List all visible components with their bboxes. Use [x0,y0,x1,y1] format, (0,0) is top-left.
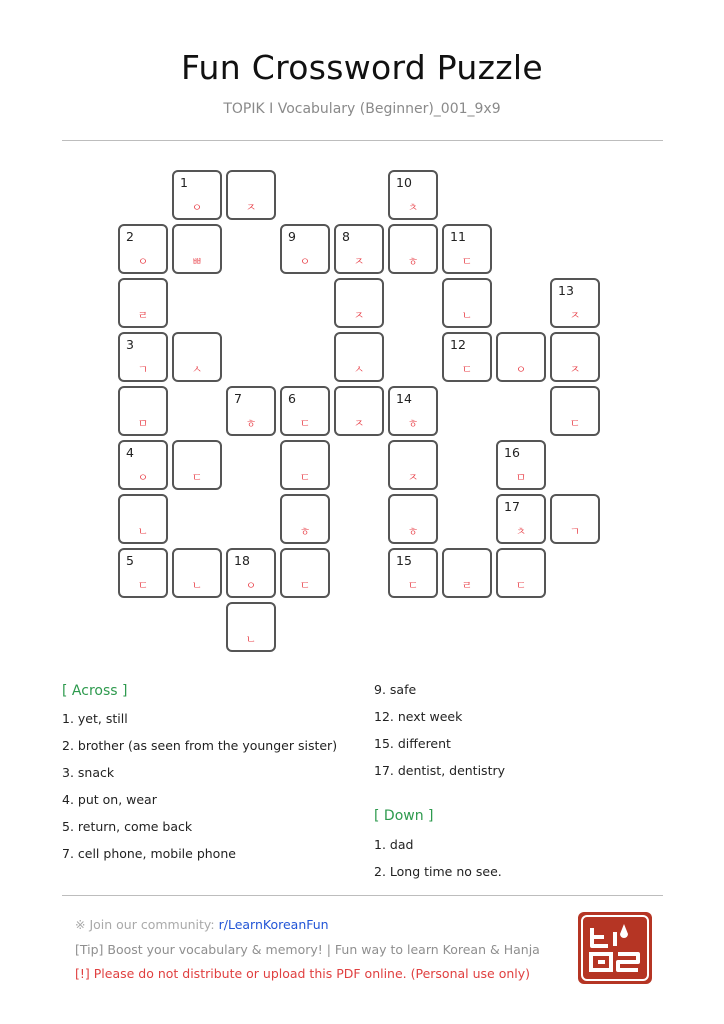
cell-hint: ㅅ [353,363,365,376]
warning-line: [!] Please do not distribute or upload this PDF online. (Personal use only) [75,966,531,981]
cell-hint: ㅈ [245,201,257,214]
crossword-grid [118,170,606,658]
cell-number: 15 [396,553,412,568]
crossword-cell[interactable] [550,332,600,382]
crossword-cell[interactable] [334,278,384,328]
page-subtitle: TOPIK I Vocabulary (Beginner)_001_9x9 [223,101,501,117]
crossword-cell[interactable] [280,494,330,544]
crossword-cell[interactable] [496,548,546,598]
cell-hint: ㅇ [191,201,203,214]
across-clue: 3. snack [62,765,115,780]
cell-hint: ㅎ [299,525,311,538]
down-clue: 2. Long time no see. [374,864,502,879]
cell-hint: ㄴ [245,633,257,646]
crossword-cell[interactable] [388,170,438,220]
cell-hint: ㅎ [407,417,419,430]
crossword-cell[interactable] [226,548,276,598]
cell-hint: ㄹ [137,309,149,322]
cell-number: 16 [504,445,520,460]
crossword-cell[interactable] [118,278,168,328]
across-clue: 12. next week [374,709,463,724]
crossword-cell[interactable] [280,548,330,598]
cell-number: 1 [180,175,188,190]
crossword-cell[interactable] [172,332,222,382]
cell-hint: ㄷ [461,363,473,376]
cell-hint: ㅃ [191,255,203,268]
cell-hint: ㅊ [515,525,527,538]
cell-hint: ㅈ [569,309,581,322]
cell-hint: ㅇ [137,255,149,268]
cell-hint: ㅇ [137,471,149,484]
cell-hint: ㅈ [569,363,581,376]
tip-line: [Tip] Boost your vocabulary & memory! | Fun way to learn Korean & Hanja [75,942,540,957]
cell-number: 3 [126,337,134,352]
community-link[interactable]: r/LearnKoreanFun [218,917,329,932]
cell-number: 12 [450,337,466,352]
crossword-cell[interactable] [226,386,276,436]
cell-hint: ㅅ [191,363,203,376]
crossword-cell[interactable] [442,548,492,598]
crossword-cell[interactable] [118,224,168,274]
cell-hint: ㄷ [137,579,149,592]
cell-hint: ㅇ [245,579,257,592]
cell-number: 2 [126,229,134,244]
crossword-cell[interactable] [334,332,384,382]
community-line [75,917,329,932]
crossword-cell[interactable] [172,440,222,490]
down-clue: 1. dad [374,837,414,852]
cell-number: 11 [450,229,466,244]
down-heading: [ Down ] [374,808,434,824]
across-clue: 15. different [374,736,451,751]
cell-number: 6 [288,391,296,406]
cell-number: 9 [288,229,296,244]
crossword-cell[interactable] [118,548,168,598]
crossword-cell[interactable] [442,278,492,328]
across-clue: 7. cell phone, mobile phone [62,846,236,861]
crossword-cell[interactable] [280,386,330,436]
cell-hint: ㅁ [515,471,527,484]
crossword-cell[interactable] [118,332,168,382]
page-title: Fun Crossword Puzzle [181,48,543,87]
crossword-cell[interactable] [118,440,168,490]
cell-number: 4 [126,445,134,460]
crossword-cell[interactable] [442,332,492,382]
cell-number: 13 [558,283,574,298]
across-clue: 5. return, come back [62,819,193,834]
cell-hint: ㄷ [299,579,311,592]
crossword-cell[interactable] [442,224,492,274]
crossword-cell[interactable] [388,386,438,436]
cell-hint: ㄴ [461,309,473,322]
crossword-cell[interactable] [496,494,546,544]
across-clue: 4. put on, wear [62,792,157,807]
cell-hint: ㅈ [353,417,365,430]
cell-hint: ㅈ [353,309,365,322]
crossword-cell[interactable] [118,386,168,436]
bottom-divider [62,895,663,896]
cell-hint: ㄱ [137,363,149,376]
cell-hint: ㅇ [299,255,311,268]
crossword-cell[interactable] [226,602,276,652]
cell-hint: ㅎ [245,417,257,430]
cell-hint: ㅎ [407,525,419,538]
cell-hint: ㅎ [407,255,419,268]
crossword-cell[interactable] [550,386,600,436]
crossword-cell[interactable] [550,278,600,328]
crossword-cell[interactable] [388,440,438,490]
cell-hint: ㄹ [461,579,473,592]
top-divider [62,140,663,141]
across-clue: 9. safe [374,682,417,697]
cell-hint: ㅁ [137,417,149,430]
crossword-cell[interactable] [334,386,384,436]
across-heading: [ Across ] [62,683,128,699]
crossword-cell[interactable] [388,494,438,544]
cell-number: 17 [504,499,520,514]
logo-icon [578,912,652,984]
crossword-cell[interactable] [496,440,546,490]
cell-hint: ㄷ [461,255,473,268]
cell-hint: ㄱ [569,525,581,538]
across-clue: 1. yet, still [62,711,128,726]
cell-hint: ㄷ [299,417,311,430]
cell-number: 18 [234,553,250,568]
cell-number: 5 [126,553,134,568]
crossword-cell[interactable] [280,224,330,274]
crossword-cell[interactable] [226,170,276,220]
crossword-cell[interactable] [388,224,438,274]
cell-number: 14 [396,391,412,406]
cell-hint: ㄷ [407,579,419,592]
cell-number: 8 [342,229,350,244]
crossword-cell[interactable] [334,224,384,274]
crossword-cell[interactable] [172,548,222,598]
across-clue: 17. dentist, dentistry [374,763,506,778]
cell-hint: ㅈ [353,255,365,268]
crossword-cell[interactable] [172,224,222,274]
across-clue: 2. brother (as seen from the younger sister) [62,738,338,753]
cell-hint: ㄴ [137,525,149,538]
cell-number: 7 [234,391,242,406]
cell-hint: ㄷ [569,417,581,430]
cell-hint: ㄴ [191,579,203,592]
cell-hint: ㅈ [407,471,419,484]
community-prefix: ※ Join our community: [75,917,219,932]
crossword-cell[interactable] [496,332,546,382]
crossword-cell[interactable] [172,170,222,220]
crossword-cell[interactable] [118,494,168,544]
crossword-cell[interactable] [388,548,438,598]
crossword-cell[interactable] [550,494,600,544]
cell-hint: ㄷ [299,471,311,484]
cell-hint: ㅇ [515,363,527,376]
learn-korean-fun-logo [578,912,652,984]
cell-hint: ㄷ [191,471,203,484]
cell-hint: ㅊ [407,201,419,214]
cell-hint: ㄷ [515,579,527,592]
cell-number: 10 [396,175,412,190]
crossword-cell[interactable] [280,440,330,490]
